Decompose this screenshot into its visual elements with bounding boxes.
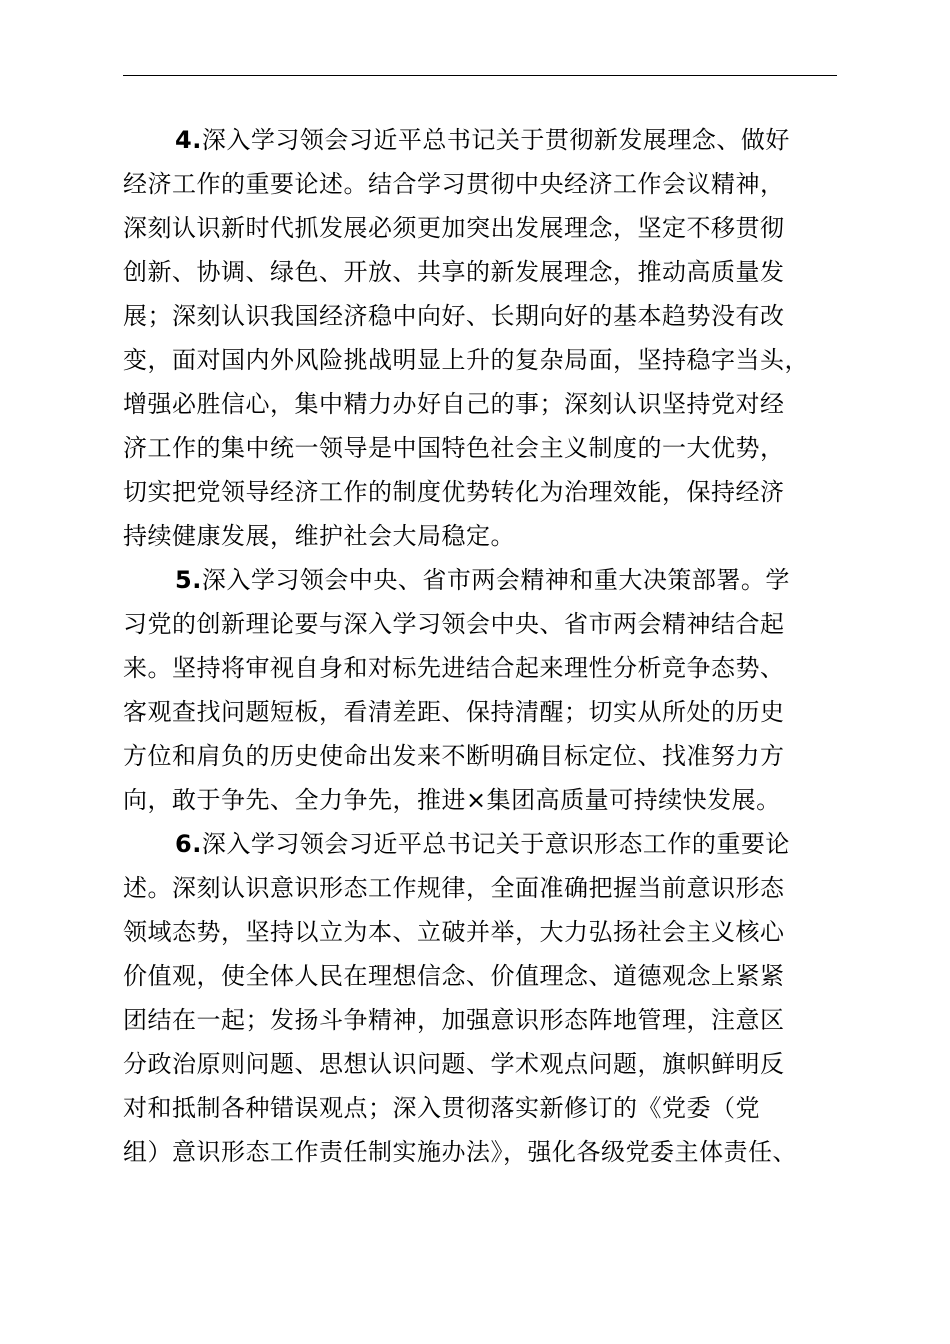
- header-rule: [123, 75, 837, 76]
- paragraph-4-line-1: 4.深入学习领会习近平总书记关于贯彻新发展理念、做好: [175, 126, 790, 154]
- paragraph-6-line-1: 6.深入学习领会习近平总书记关于意识形态工作的重要论: [175, 830, 790, 858]
- paragraph-6-line-5: 团结在一起；发扬斗争精神，加强意识形态阵地管理，注意区: [123, 1006, 785, 1034]
- paragraph-4-line-6: 变，面对国内外风险挑战明显上升的复杂局面，坚持稳字当头，: [123, 346, 809, 374]
- paragraph-4-line-9: 切实把党领导经济工作的制度优势转化为治理效能，保持经济: [123, 478, 785, 506]
- paragraph-6-line-3: 领域态势，坚持以立为本、立破并举，大力弘扬社会主义核心: [123, 918, 785, 946]
- paragraph-5-number: 5.: [175, 566, 202, 594]
- paragraph-4-line-10: 持续健康发展，维护社会大局稳定。: [123, 522, 515, 550]
- paragraph-4-number: 4.: [175, 126, 202, 154]
- paragraph-4-line-2: 经济工作的重要论述。结合学习贯彻中央经济工作会议精神，: [123, 170, 785, 198]
- paragraph-6-line-6: 分政治原则问题、思想认识问题、学术观点问题，旗帜鲜明反: [123, 1050, 785, 1078]
- paragraph-4-line-8: 济工作的集中统一领导是中国特色社会主义制度的一大优势，: [123, 434, 785, 462]
- paragraph-6-number: 6.: [175, 830, 202, 858]
- paragraph-6-line-2: 述。深刻认识意识形态工作规律，全面准确把握当前意识形态: [123, 874, 785, 902]
- paragraph-5-line-2: 习党的创新理论要与深入学习领会中央、省市两会精神结合起: [123, 610, 785, 638]
- paragraph-6-line-7: 对和抵制各种错误观点；深入贯彻落实新修订的《党委（党: [123, 1094, 760, 1122]
- paragraph-5-line-1: 5.深入学习领会中央、省市两会精神和重大决策部署。学: [175, 566, 790, 594]
- paragraph-6-line-8: 组）意识形态工作责任制实施办法》，强化各级党委主体责任、: [123, 1138, 797, 1166]
- paragraph-4-line-3: 深刻认识新时代抓发展必须更加突出发展理念，坚定不移贯彻: [123, 214, 785, 242]
- paragraph-5-line-3: 来。坚持将审视自身和对标先进结合起来理性分析竞争态势、: [123, 654, 785, 682]
- paragraph-4-line-7: 增强必胜信心，集中精力办好自己的事；深刻认识坚持党对经: [123, 390, 785, 418]
- paragraph-5-line-4: 客观查找问题短板，看清差距、保持清醒；切实从所处的历史: [123, 698, 785, 726]
- paragraph-4-line-4: 创新、协调、绿色、开放、共享的新发展理念，推动高质量发: [123, 258, 785, 286]
- paragraph-5-line-5: 方位和肩负的历史使命出发来不断明确目标定位、找准努力方: [123, 742, 785, 770]
- paragraph-6-line-4: 价值观，使全体人民在理想信念、价值理念、道德观念上紧紧: [123, 962, 785, 990]
- paragraph-4-line-5: 展；深刻认识我国经济稳中向好、长期向好的基本趋势没有改: [123, 302, 785, 330]
- paragraph-5-line-6: 向，敢于争先、全力争先，推进×集团高质量可持续快发展。: [123, 786, 781, 814]
